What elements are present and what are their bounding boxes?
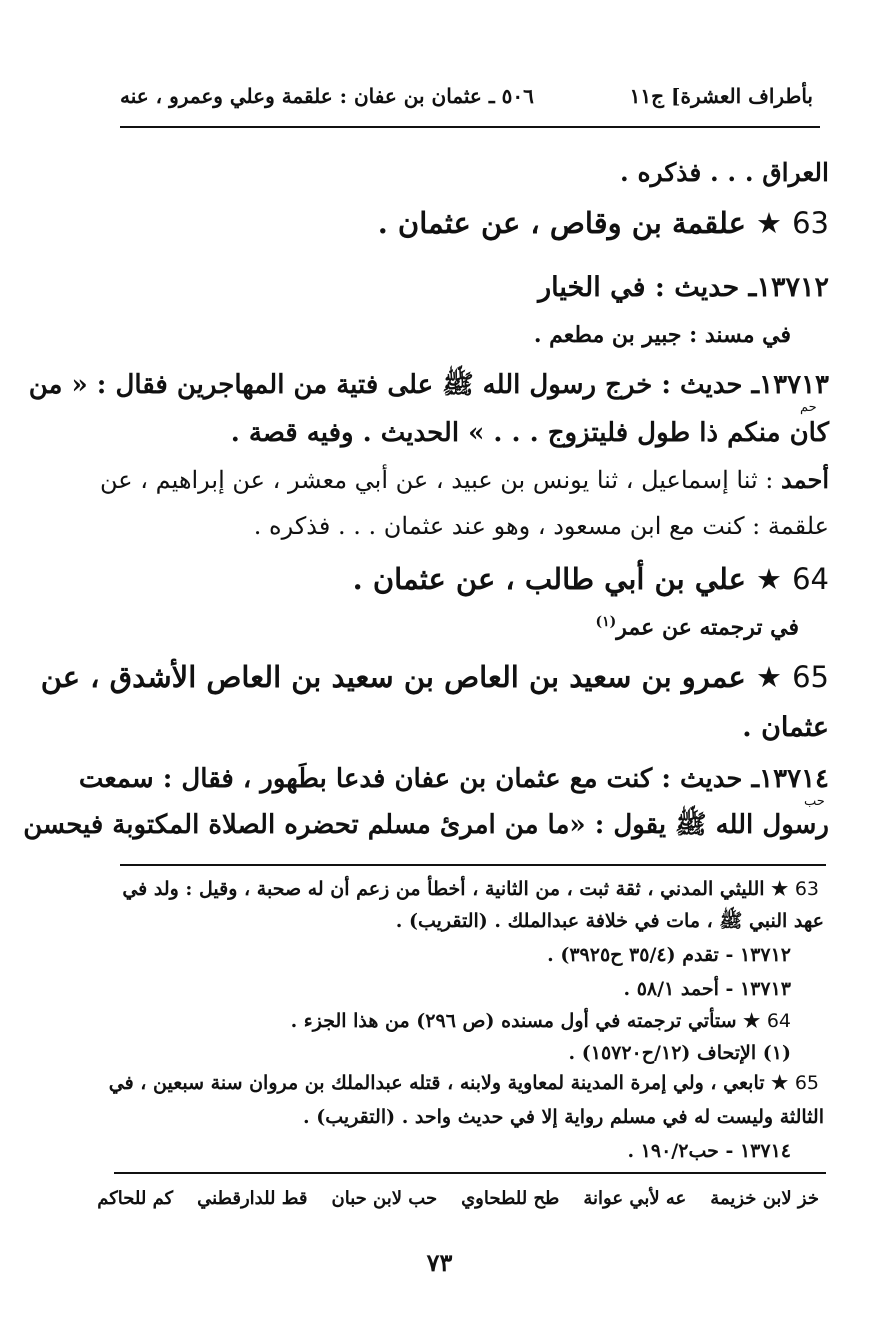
hadith-13712-title: ـ حديث : في الخيار	[538, 272, 757, 303]
hadith-13713-line-2: كان منكم ذا طول فليتزوج . . . » الحديث . وفيه قصة .	[230, 418, 829, 448]
footnote-13714: ١٣٧١٤ - حب١٩٠/٢ .	[627, 1140, 791, 1162]
hadith-13713-line-1	[29, 370, 829, 401]
isnad-line-1	[100, 466, 829, 495]
entry-65-line-2: عثمان .	[742, 712, 829, 743]
footnote-65-line-2: الثالثة وليست له في مسلم رواية إلا في حديث واحد . (التقريب) .	[303, 1106, 824, 1128]
legend-item: حب لابن حبان	[331, 1188, 438, 1209]
entry-63-number: 63	[792, 206, 829, 240]
isnad-author: أحمد	[781, 465, 829, 494]
isnad-line-2: علقمة : كنت مع ابن مسعود ، وهو عند عثمان . . . فذكره .	[253, 512, 829, 540]
footnote-64-text: ★ ستأتي ترجمته في أول مسنده (ص ٢٩٦) من هذا الجزء .	[290, 1010, 761, 1032]
footnote-64-number: 64	[766, 1010, 791, 1032]
source-mark-ahmad: حم	[800, 400, 817, 415]
entry-65-text-1: عمرو بن سعيد بن العاص بن سعيد بن العاص الأشدق ، عن	[40, 660, 746, 694]
footnote-63-line-2: عهد النبي ﷺ ، مات في خلافة عبدالملك . (التقريب) .	[395, 910, 824, 932]
entry-65-line-1	[41, 660, 829, 695]
entry-64-text: علي بن أبي طالب ، عن عثمان .	[352, 562, 746, 596]
header-section-title: ٥٠٦ ـ عثمان بن عفان : علقمة وعلي وعمرو ، عنه	[120, 84, 534, 108]
hadith-13714-line-1	[79, 764, 829, 795]
footnote-63-number: 63	[794, 878, 819, 900]
abbreviation-legend	[97, 1188, 819, 1209]
legend-rule	[114, 1172, 826, 1174]
footnote-65-text-1: ★ تابعي ، ولي إمرة المدينة لمعاوية ولابنه ، قتله عبدالملك بن مروان سنة سبعين ، في	[108, 1072, 789, 1094]
footnote-rule	[120, 864, 826, 866]
footnote-63-text-1: ★ الليثي المدني ، ثقة ثبت ، من الثانية ، أخطأ من زعم أن له صحبة ، وقيل : ولد في	[122, 878, 789, 900]
entry-64-number: 64	[792, 562, 829, 596]
footnote-65-line-1	[109, 1072, 819, 1095]
footnote-64	[291, 1010, 791, 1033]
star-icon: ★	[755, 660, 782, 694]
footnote-65-number: 65	[794, 1072, 819, 1094]
legend-item: طح للطحاوي	[461, 1188, 560, 1209]
legend-item: خز لابن خزيمة	[710, 1188, 819, 1209]
hadith-13712-number: ١٣٧١٢	[756, 272, 829, 303]
star-icon: ★	[755, 206, 782, 240]
footnote-13712: ١٣٧١٢ - تقدم (٣٥/٤ ح٣٩٢٥) .	[547, 944, 791, 966]
footnote-1: (١) الإتحاف (١٢/ح١٥٧٢٠) .	[568, 1042, 791, 1064]
footnote-13713: ١٣٧١٣ - أحمد ٥٨/١ .	[623, 978, 791, 1000]
hadith-13712-heading	[538, 272, 829, 304]
hadith-13712-source: في مسند : جبير بن مطعم .	[533, 322, 791, 348]
hadith-13714-text-1: ـ حديث : كنت مع عثمان بن عفان فدعا بطَهور ، فقال : سمعت	[78, 764, 760, 794]
entry-65-number: 65	[792, 660, 829, 694]
entry-64-note	[596, 614, 799, 641]
entry-64	[353, 562, 829, 597]
legend-item: قط للدارقطني	[197, 1188, 308, 1209]
source-mark-ibn-hibban: حب	[804, 794, 825, 809]
continuation-line: العراق . . . فذكره .	[620, 158, 829, 187]
entry-63-text: علقمة بن وقاص ، عن عثمان .	[377, 206, 746, 240]
isnad-chain-1: : ثنا إسماعيل ، ثنا يونس بن عبيد ، عن أبي معشر ، عن إبراهيم ، عن	[100, 466, 774, 494]
footnote-ref: (١)	[595, 614, 617, 630]
hadith-13713-text-1: ـ حديث : خرج رسول الله ﷺ على فتية من المهاجرين فقال : « من	[28, 370, 760, 400]
hadith-13714-number: ١٣٧١٤	[759, 764, 829, 794]
legend-item: عه لأبي عوانة	[583, 1188, 687, 1209]
header-rule	[120, 126, 820, 128]
hadith-13714-line-2: رسول الله ﷺ يقول : «ما من امرئ مسلم تحضره الصلاة المكتوبة فيحسن	[23, 810, 829, 840]
entry-63	[378, 206, 829, 241]
star-icon: ★	[755, 562, 782, 596]
header-book-title: بأطراف العشرة] ج١١	[629, 84, 813, 108]
hadith-13713-number: ١٣٧١٣	[759, 370, 829, 400]
footnote-63-line-1	[122, 878, 819, 901]
entry-64-note-text: في ترجمته عن عمر	[616, 614, 799, 641]
legend-item: كم للحاكم	[97, 1188, 174, 1209]
page-number: ٧٣	[426, 1248, 453, 1277]
